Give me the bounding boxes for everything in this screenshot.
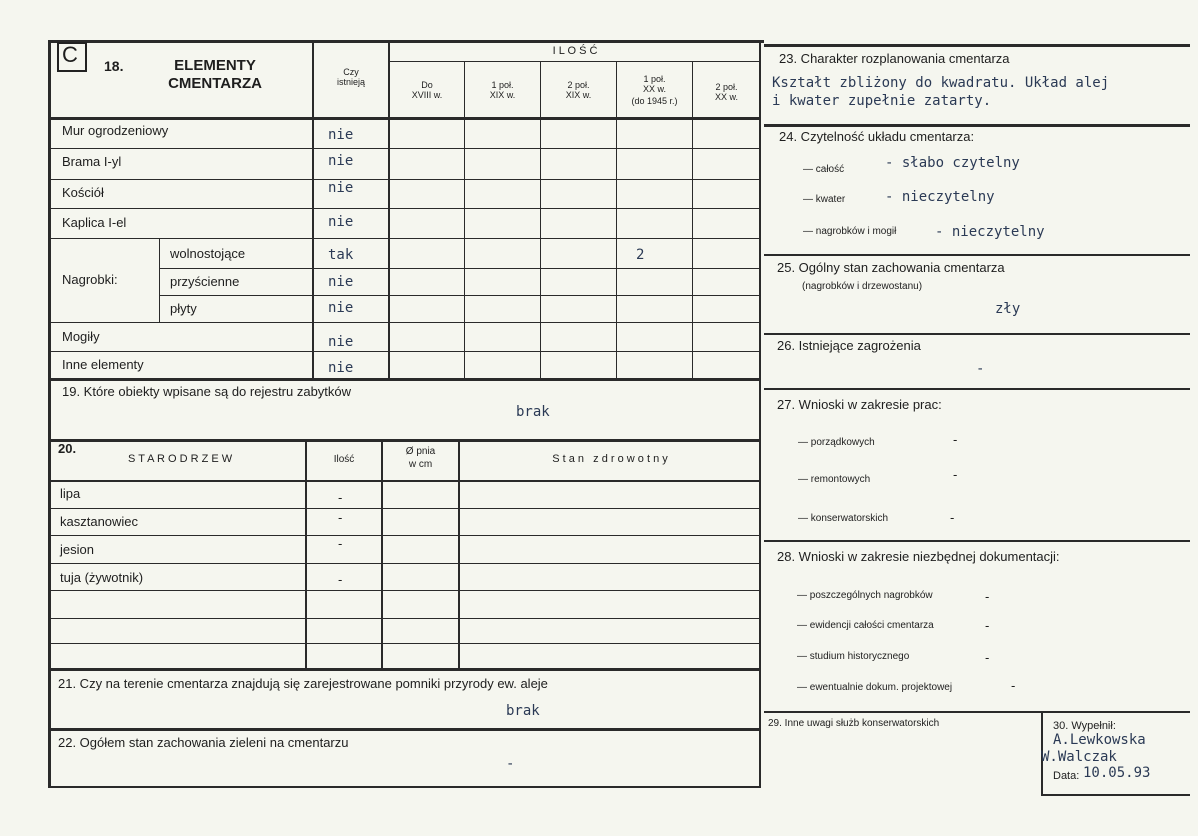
period-4-l2: XX w. <box>642 84 666 94</box>
period-5-l2: XX w. <box>714 92 738 102</box>
col-exists-header-2: istnieją <box>336 77 365 87</box>
section-23-question: 23. Charakter rozplanowania cmentarza <box>779 51 1010 66</box>
tree-count-kasztanowiec: - <box>338 510 343 525</box>
tree-header-bottom <box>48 480 760 482</box>
s28-value-studium: - <box>985 650 990 665</box>
tree-label-jesion: jesion <box>60 542 94 557</box>
period-1-l2: XVIII w. <box>411 90 443 100</box>
section-25-bottom <box>764 333 1190 335</box>
tree-count-lipa: - <box>338 490 343 505</box>
row-sep-5 <box>160 268 760 269</box>
section-20-number: 20. <box>58 441 77 456</box>
section-25-answer: zły <box>995 301 1021 317</box>
row-sep-4 <box>50 238 760 239</box>
tree-row-sep-2 <box>50 535 760 536</box>
s24-value-kwater: - nieczytelny <box>885 189 995 205</box>
s28-label-studium: — studium historycznego <box>797 651 910 662</box>
col-diam-header-1: Ø pnia <box>405 446 436 457</box>
row-label-mogily: Mogiły <box>62 329 100 344</box>
section-26-bottom <box>764 388 1190 390</box>
row-exists-kaplica: nie <box>328 214 354 230</box>
row-label-brama: Brama I-yl <box>62 154 122 169</box>
tree-col-line-3 <box>458 440 460 670</box>
tree-label-tuja: tuja (żywotnik) <box>60 570 144 585</box>
s24-value-calosc: - słabo czytelny <box>885 155 1020 171</box>
col-line-p2 <box>464 62 465 378</box>
col-diam-header-2: w cm <box>408 459 433 470</box>
section-18-title-2: CMENTARZA <box>168 75 262 92</box>
s27-value-konserwatorskich: - <box>950 510 955 525</box>
section-27-question: 27. Wnioski w zakresie prac: <box>777 397 942 412</box>
row-exists-przyscienne: nie <box>328 274 354 290</box>
s27-value-porzadkowych: - <box>953 432 958 447</box>
row-label-wolnostojace: wolnostojące <box>170 246 246 261</box>
section-18-number: 18. <box>104 58 124 74</box>
row-count-wolnostojace: 2 <box>636 247 645 263</box>
col-count-header: Ilość <box>333 454 355 465</box>
section-30-name-1: A.Lewkowska <box>1053 732 1146 748</box>
row-sep-2 <box>50 179 760 180</box>
s27-label-porzadkowych: — porządkowych <box>798 437 875 448</box>
row-exists-plyty: nie <box>328 300 354 316</box>
col-line-p5 <box>692 62 693 378</box>
period-2-l2: XIX w. <box>489 90 516 100</box>
section-23-answer-1: Kształt zbliżony do kwadratu. Układ alej <box>772 75 1110 91</box>
col-exists-header-1: Czy <box>343 67 359 77</box>
section-28-bottom <box>764 711 1190 713</box>
row-sep-1 <box>50 148 760 149</box>
tree-count-tuja: - <box>338 572 343 587</box>
top-border-right <box>764 44 1190 47</box>
tree-label-lipa: lipa <box>60 486 81 501</box>
section-22-answer: - <box>506 756 515 772</box>
section-28-question: 28. Wnioski w zakresie niezbędnej dokumentacji: <box>777 549 1060 564</box>
section-20-title: S T A R O D R Z E W <box>128 453 233 465</box>
s24-label-calosc: — całość <box>803 164 845 175</box>
section-22-question: 22. Ogółem stan zachowania zieleni na cmentarzu <box>58 735 349 750</box>
header-bottom-line <box>48 117 760 120</box>
tree-row-sep-4 <box>50 590 760 591</box>
section-23-bottom <box>764 124 1190 127</box>
tree-label-kasztanowiec: kasztanowiec <box>60 514 139 529</box>
section-21-question: 21. Czy na terenie cmentarza znajdują się zarejestrowane pomniki przyrody ew. aleje <box>58 676 548 691</box>
row-sep-3 <box>50 208 760 209</box>
row-label-kosciol: Kościół <box>62 185 104 200</box>
section-18-title-1: ELEMENTY <box>174 57 256 74</box>
section-21-bottom <box>48 728 760 731</box>
s27-label-konserwatorskich: — konserwatorskich <box>798 513 889 524</box>
section-21-answer: brak <box>506 703 540 719</box>
s28-label-projektowej: — ewentualnie dokum. projektowej <box>797 682 953 693</box>
row-exists-wolnostojace: tak <box>328 247 354 263</box>
tree-row-sep-5 <box>50 618 760 619</box>
s24-label-nagrobkow: — nagrobków i mogił <box>803 226 897 237</box>
s28-label-nagrobkow: — poszczególnych nagrobków <box>797 590 933 601</box>
section-30-date-label: Data: <box>1053 770 1080 782</box>
s28-value-projektowej: - <box>1011 678 1016 693</box>
row-exists-brama: nie <box>328 153 354 169</box>
col-health-header: S t a n z d r o w o t n y <box>552 453 668 465</box>
s28-label-ewidencji: — ewidencji całości cmentarza <box>797 620 934 631</box>
section-19-bottom <box>48 439 760 442</box>
period-3-l2: XIX w. <box>565 90 592 100</box>
col-line-p4 <box>616 62 617 378</box>
left-border <box>48 40 51 788</box>
s28-value-nagrobkow: - <box>985 589 990 604</box>
section-19-question: 19. Które obiekty wpisane są do rejestru zabytków <box>62 384 352 399</box>
s28-value-ewidencji: - <box>985 618 990 633</box>
tree-row-sep-3 <box>50 563 760 564</box>
row-label-kaplica: Kaplica I-el <box>62 215 127 230</box>
tree-col-line-2 <box>381 440 383 670</box>
row-label-przyscienne: przyścienne <box>170 274 240 289</box>
section-25-sub: (nagrobków i drzewostanu) <box>802 281 923 292</box>
section-26-answer: - <box>976 361 985 377</box>
row-sep-6 <box>160 295 760 296</box>
row-sep-8 <box>50 351 760 352</box>
ilosc-header: I L O Ś Ć <box>552 45 598 57</box>
tree-count-jesion: - <box>338 536 343 551</box>
period-2-l1: 1 poł. <box>491 80 514 90</box>
s27-label-remontowych: — remontowych <box>798 474 871 485</box>
section-18-bottom <box>48 378 760 381</box>
center-divider <box>759 40 761 788</box>
period-5-l1: 2 poł. <box>715 82 738 92</box>
section-24-bottom <box>764 254 1190 256</box>
bottom-border-left <box>48 786 760 788</box>
section-letter: C <box>62 42 78 67</box>
period-1-l1: Do <box>421 80 433 90</box>
section-25-question: 25. Ogólny stan zachowania cmentarza <box>777 260 1005 275</box>
nagrobki-label: Nagrobki: <box>62 272 118 287</box>
tree-row-sep-1 <box>50 508 760 509</box>
section-30-label: 30. Wypełnił: <box>1053 720 1116 732</box>
col-line-exists <box>312 40 314 378</box>
period-3-l1: 2 poł. <box>567 80 590 90</box>
section-27-bottom <box>764 540 1190 542</box>
section-30-bottom <box>1041 794 1190 796</box>
row-exists-inne: nie <box>328 360 354 376</box>
section-30-name-2: W.Walczak <box>1041 749 1117 765</box>
period-4-l3: (do 1945 r.) <box>631 96 678 106</box>
top-border-left <box>48 40 764 43</box>
section-29-question: 29. Inne uwagi służb konserwatorskich <box>768 718 940 729</box>
row-label-mur: Mur ogrodzeniowy <box>62 123 169 138</box>
section-20-bottom <box>48 668 760 671</box>
ilosc-underline <box>390 61 760 62</box>
section-30-date: 10.05.93 <box>1083 765 1151 781</box>
tree-row-sep-6 <box>50 643 760 644</box>
s24-label-kwater: — kwater <box>803 194 846 205</box>
s27-value-remontowych: - <box>953 467 958 482</box>
period-4-l1: 1 poł. <box>643 74 666 84</box>
row-sep-7 <box>50 322 760 323</box>
tree-col-line-1 <box>305 440 307 670</box>
nagrobki-divider <box>159 238 160 322</box>
row-exists-mogily: nie <box>328 334 354 350</box>
row-exists-kosciol: nie <box>328 180 354 196</box>
row-label-inne: Inne elementy <box>62 357 144 372</box>
row-label-plyty: płyty <box>170 301 197 316</box>
section-24-question: 24. Czytelność układu cmentarza: <box>779 129 975 144</box>
s24-value-nagrobkow: - nieczytelny <box>935 224 1045 240</box>
section-23-answer-2: i kwater zupełnie zatarty. <box>772 93 992 109</box>
section-26-question: 26. Istniejące zagrożenia <box>777 338 921 353</box>
col-line-p3 <box>540 62 541 378</box>
section-19-answer: brak <box>516 404 550 420</box>
row-exists-mur: nie <box>328 127 354 143</box>
